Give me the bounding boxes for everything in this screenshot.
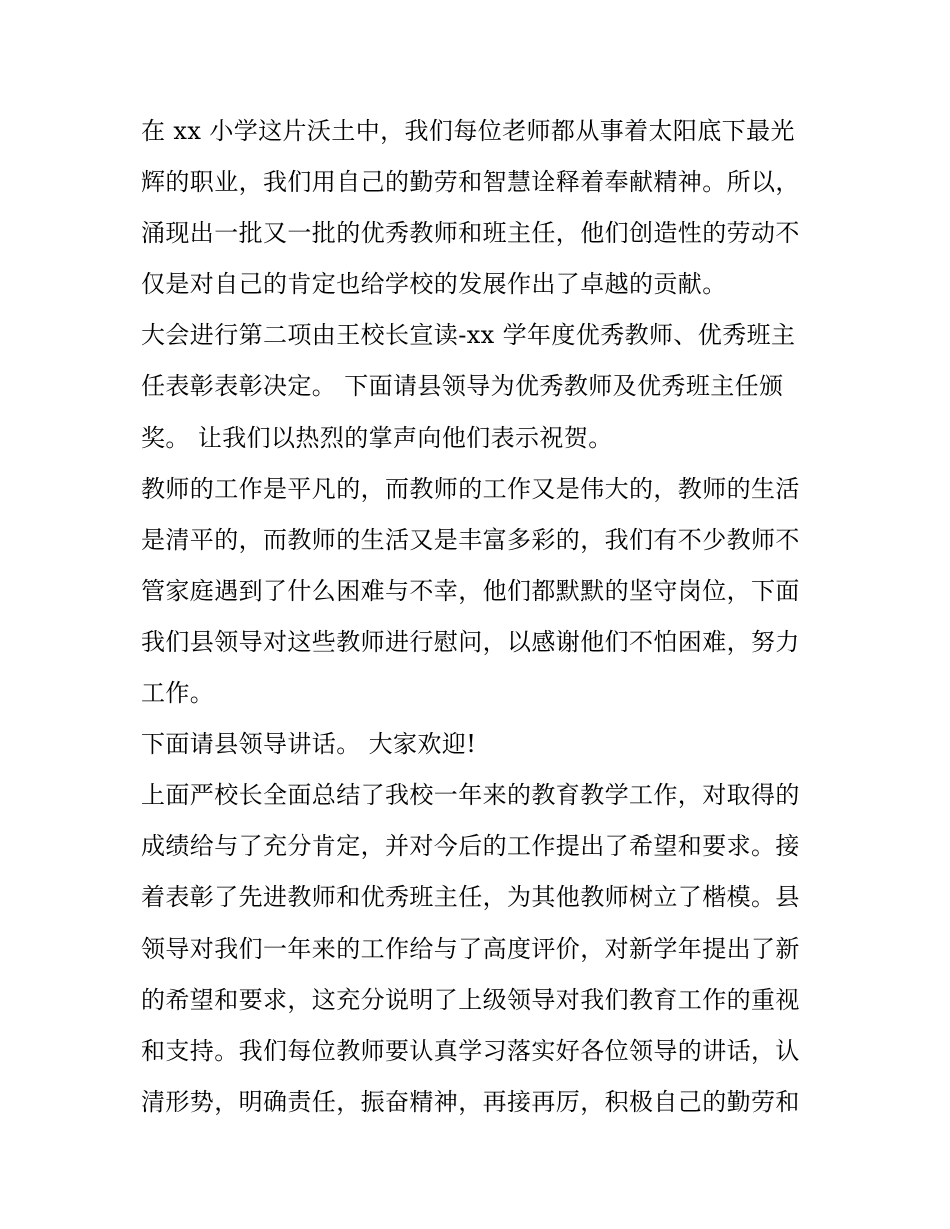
text-line: 上面严校长全面总结了我校一年来的教育教学工作，对取得的 [141,781,800,810]
text-line: 工作。 [141,679,215,708]
text-line: 大会进行第二项由王校长宣读-xx 学年度优秀教师、优秀班主 [141,321,796,350]
body-text [141,106,821,1128]
text-line: 领导对我们一年来的工作给与了高度评价，对新学年提出了新 [141,934,800,963]
text-line: 着表彰了先进教师和优秀班主任，为其他教师树立了楷模。县 [141,883,800,912]
text-line: 仅是对自己的肯定也给学校的发展作出了卓越的贡献。 [141,270,727,299]
text-line: 任表彰表彰决定。 下面请县领导为优秀教师及优秀班主任颁 [141,372,784,401]
text-line: 教师的工作是平凡的，而教师的工作又是伟大的，教师的生活 [141,474,800,503]
text-line: 我们县领导对这些教师进行慰问，以感谢他们不怕困难，努力 [141,627,800,656]
text-line: 的希望和要求，这充分说明了上级领导对我们教育工作的重视 [141,985,800,1014]
text-line: 涌现出一批又一批的优秀教师和班主任，他们创造性的劳动不 [141,219,800,248]
text-line: 奖。 让我们以热烈的掌声向他们表示祝贺。 [141,423,613,452]
text-line: 下面请县领导讲话。 大家欢迎! [141,730,477,759]
text-line: 在 xx 小学这片沃土中，我们每位老师都从事着太阳底下最光 [141,117,795,145]
text-line: 成绩给与了充分肯定，并对今后的工作提出了希望和要求。接 [141,832,800,861]
text-line: 辉的职业，我们用自己的勤劳和智慧诠释着奉献精神。所以， [141,168,800,197]
text-line: 清形势，明确责任，振奋精神，再接再厉，积极自己的勤劳和 [141,1087,800,1116]
text-line: 和支持。我们每位教师要认真学习落实好各位领导的讲话，认 [141,1036,800,1065]
text-line: 是清平的，而教师的生活又是丰富多彩的，我们有不少教师不 [141,525,800,554]
text-line: 管家庭遇到了什么困难与不幸，他们都默默的坚守岗位，下面 [141,576,800,605]
